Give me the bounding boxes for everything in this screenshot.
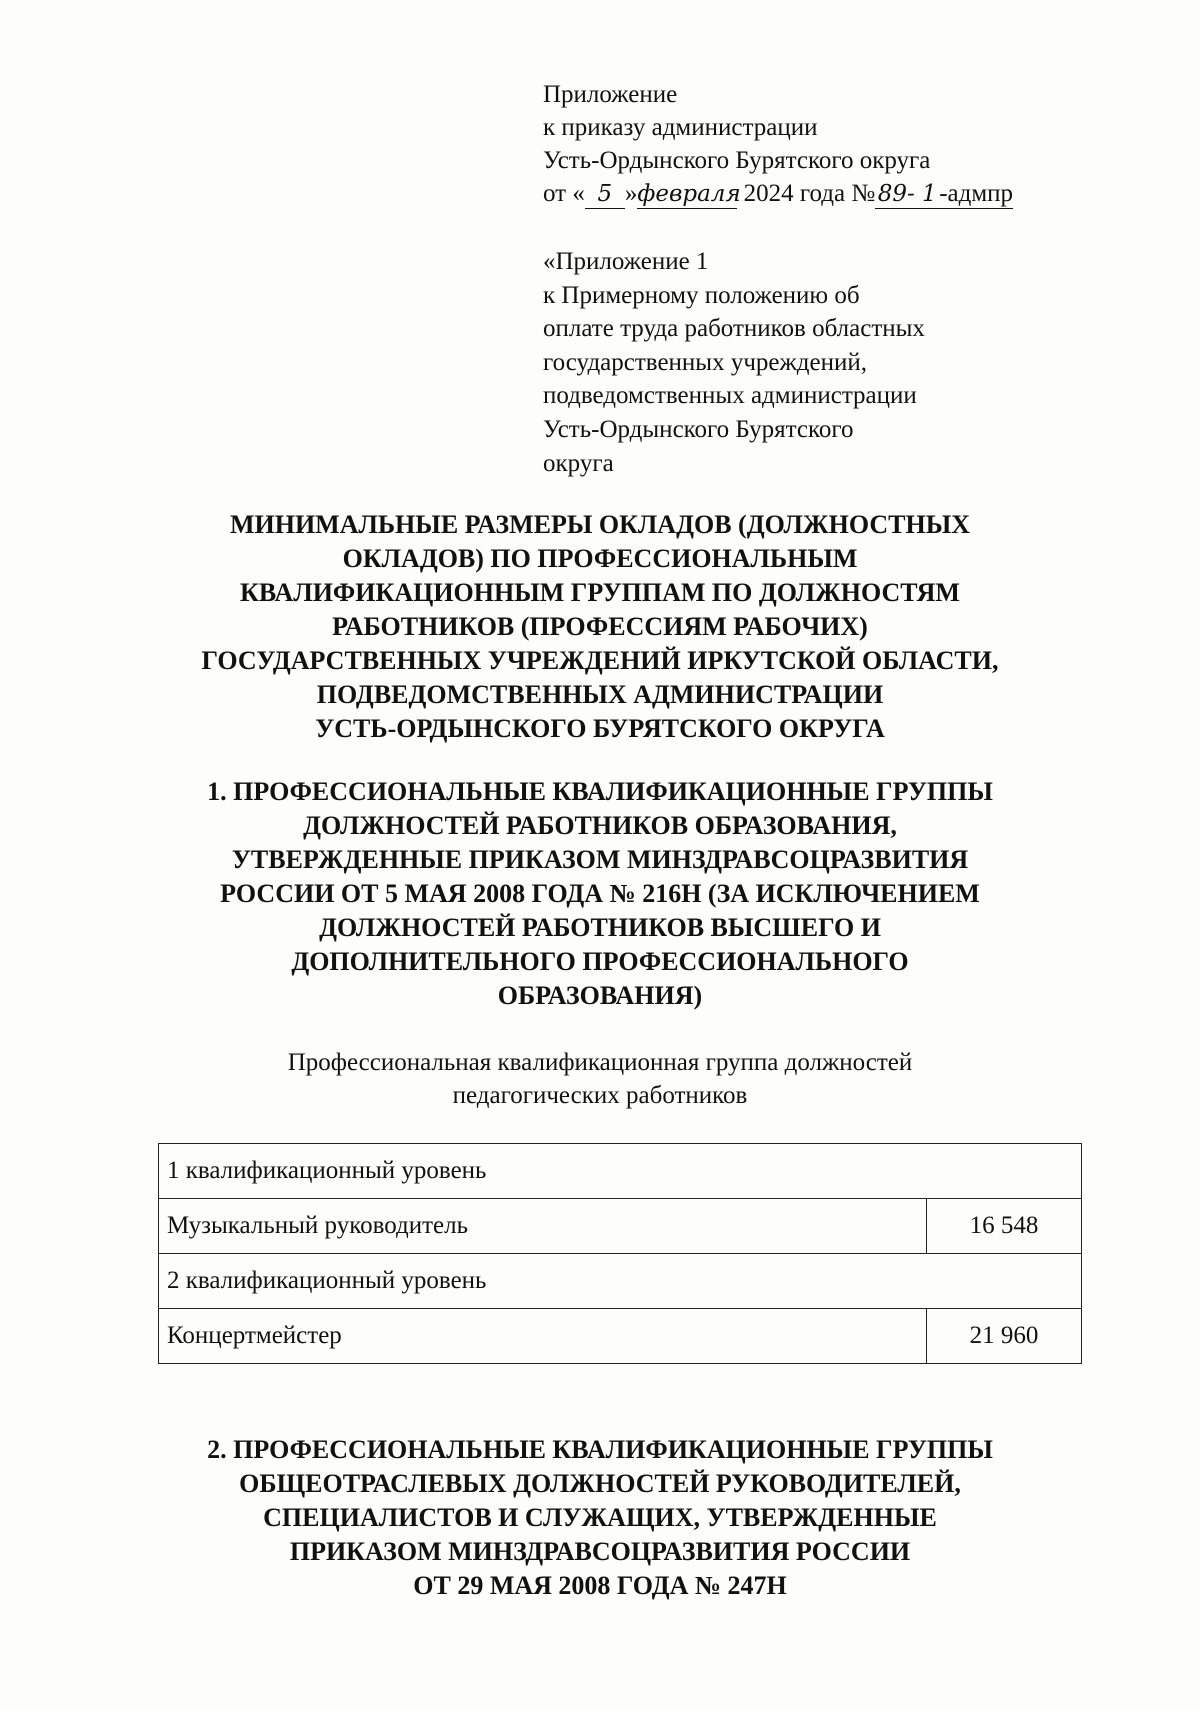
section-line: ПРИКАЗОМ МИНЗДРАВСОЦРАЗВИТИЯ РОССИИ	[289, 1537, 911, 1566]
table-row	[159, 1254, 1082, 1309]
table-row	[159, 1199, 1082, 1254]
table-row	[159, 1144, 1082, 1199]
section-line: ОБРАЗОВАНИЯ)	[497, 981, 703, 1010]
handwritten-day: 5	[585, 180, 625, 209]
year-text: 2024 года №	[743, 180, 876, 207]
appendix1-header	[543, 245, 1043, 480]
appendix1-line: к Примерному положению об	[543, 281, 860, 309]
salary-value-cell: 16 548	[927, 1199, 1082, 1254]
appendix1-line: Усть-Ордынского Бурятского	[543, 415, 854, 443]
group-title	[150, 1046, 1050, 1112]
group-title-line: педагогических работников	[452, 1082, 748, 1109]
salary-table	[158, 1143, 1082, 1364]
section-line: 1. ПРОФЕССИОНАЛЬНЫЕ КВАЛИФИКАЦИОННЫЕ ГРУППЫ	[207, 777, 993, 806]
appendix1-line: оплате труда работников областных	[543, 315, 925, 343]
handwritten-month: февраля	[637, 181, 741, 207]
section-line: ДОЛЖНОСТЕЙ РАБОТНИКОВ ВЫСШЕГО И	[319, 913, 881, 942]
appendix-line: Усть-Ордынского Бурятского округа	[543, 147, 931, 174]
section-line: 2. ПРОФЕССИОНАЛЬНЫЕ КВАЛИФИКАЦИОННЫЕ ГРУППЫ	[207, 1435, 993, 1464]
appendix-line: Приложение	[543, 81, 678, 108]
section-line: ОБЩЕОТРАСЛЕВЫХ ДОЛЖНОСТЕЙ РУКОВОДИТЕЛЕЙ,	[239, 1469, 961, 1498]
section-line: ОТ 29 МАЯ 2008 ГОДА № 247Н	[413, 1571, 787, 1600]
group-title-line: Профессиональная квалификационная группа должностей	[287, 1049, 913, 1076]
appendix1-line: округа	[543, 449, 614, 477]
qualification-level-cell: 2 квалификационный уровень	[159, 1254, 1082, 1309]
appendix1-line: государственных учреждений,	[543, 348, 867, 376]
section-line: ДОЛЖНОСТЕЙ РАБОТНИКОВ ОБРАЗОВАНИЯ,	[303, 811, 897, 840]
table-row	[159, 1309, 1082, 1364]
title-line: ПОДВЕДОМСТВЕННЫХ АДМИНИСТРАЦИИ	[316, 680, 884, 709]
title-line: КВАЛИФИКАЦИОННЫМ ГРУППАМ ПО ДОЛЖНОСТЯМ	[240, 578, 960, 607]
appendix1-line: подведомственных администрации	[543, 382, 917, 410]
title-line: МИНИМАЛЬНЫЕ РАЗМЕРЫ ОКЛАДОВ (ДОЛЖНОСТНЫХ	[229, 510, 971, 539]
title-line: ОКЛАДОВ) ПО ПРОФЕССИОНАЛЬНЫМ	[342, 544, 858, 573]
date-prefix: от «	[543, 180, 585, 207]
salary-value-cell: 21 960	[927, 1309, 1082, 1364]
handwritten-order-number: 89- 1	[875, 180, 939, 209]
qualification-level-cell: 1 квалификационный уровень	[159, 1144, 1082, 1199]
position-name-cell: Концертмейстер	[159, 1309, 927, 1364]
title-line: РАБОТНИКОВ (ПРОФЕССИЯМ РАБОЧИХ)	[332, 612, 868, 641]
title-line: ГОСУДАРСТВЕННЫХ УЧРЕЖДЕНИЙ ИРКУТСКОЙ ОБЛАСТИ,	[201, 646, 999, 675]
section-line: РОССИИ ОТ 5 МАЯ 2008 ГОДА № 216Н (ЗА ИСКЛЮЧЕНИЕМ	[220, 879, 980, 908]
day-close-quote: »	[624, 180, 638, 207]
appendix1-line: «Приложение 1	[543, 248, 709, 275]
section-line: УТВЕРЖДЕННЫЕ ПРИКАЗОМ МИНЗДРАВСОЦРАЗВИТИЯ	[231, 845, 969, 874]
appendix-header	[543, 78, 1103, 210]
section-line: СПЕЦИАЛИСТОВ И СЛУЖАЩИХ, УТВЕРЖДЕННЫЕ	[263, 1503, 937, 1532]
section-2-heading	[150, 1433, 1050, 1603]
appendix-line: к приказу администрации	[543, 114, 818, 141]
section-line: ДОПОЛНИТЕЛЬНОГО ПРОФЕССИОНАЛЬНОГО	[291, 947, 909, 976]
position-name-cell: Музыкальный руководитель	[159, 1199, 927, 1254]
order-date-line	[543, 177, 1103, 210]
order-number-suffix: -адмпр	[939, 180, 1014, 207]
title-line: УСТЬ-ОРДЫНСКОГО БУРЯТСКОГО ОКРУГА	[315, 714, 885, 743]
section-1-heading	[150, 775, 1050, 1013]
main-title	[150, 508, 1050, 746]
